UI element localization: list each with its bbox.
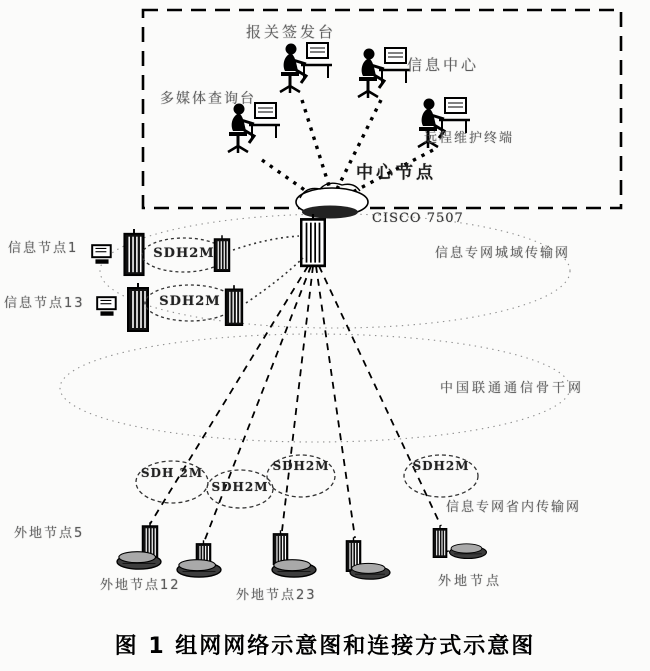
info-node-1-pc-icon (92, 245, 111, 264)
info-node-13-label: 信息节点13 (4, 296, 85, 311)
remote-node-cluster-5 (433, 525, 486, 558)
remote-node-right-label: 外地节点 (438, 574, 503, 589)
remote-node-left-label: 外地节点5 (14, 526, 85, 541)
terminal-right-label: 信息中心 (407, 56, 480, 74)
workstation-left-icon (228, 103, 280, 153)
central-router-icon (301, 214, 325, 266)
workstation-right-icon (358, 48, 410, 98)
terminal-links (262, 100, 433, 198)
info-node-1-label: 信息节点1 (8, 241, 79, 256)
remote-node-cluster-2 (177, 540, 221, 577)
center-node-cloud (296, 183, 368, 218)
provincial-network-label: 信息专网省内传输网 (446, 500, 582, 515)
center-router-model-label: CISCO 7507 (372, 211, 464, 226)
info-node-13-router-icon (128, 283, 148, 331)
workstation-top-icon (280, 43, 332, 93)
terminal-top-label: 报关签发台 (246, 23, 337, 41)
remote-node-cluster-4 (346, 537, 390, 579)
remote-link-2-label: SDH2M (211, 480, 269, 494)
remote-link-1-label: SDH 2M (140, 466, 204, 480)
info-node-13-pc-icon (97, 297, 116, 316)
info-node-1-link-label: SDH2M (153, 246, 215, 261)
info-node-1-router-icon (124, 229, 143, 275)
center-node-label: 中心节点 (356, 163, 436, 183)
backbone-network-label: 中国联通通信骨干网 (440, 381, 585, 396)
figure-caption: 图 1 组网网络示意图和连接方式示意图 (114, 634, 536, 659)
metro-network-label: 信息专网城域传输网 (435, 246, 571, 261)
remote-node-cluster-3 (272, 530, 316, 577)
remote-node-cluster-1 (117, 522, 161, 569)
terminal-left-label: 多媒体查询台 (160, 91, 256, 107)
info-node-13-edge-router-icon (226, 285, 243, 325)
remote-node-1-label: 外地节点12 (100, 578, 181, 593)
remote-link-3-label: SDH2M (272, 459, 330, 473)
remote-link-4-label: SDH2M (412, 459, 470, 473)
remote-node-2-label: 外地节点23 (236, 588, 317, 603)
info-node-13-link-label: SDH2M (159, 294, 221, 309)
terminal-bottom-right-label: 远程维护终端 (424, 131, 515, 146)
